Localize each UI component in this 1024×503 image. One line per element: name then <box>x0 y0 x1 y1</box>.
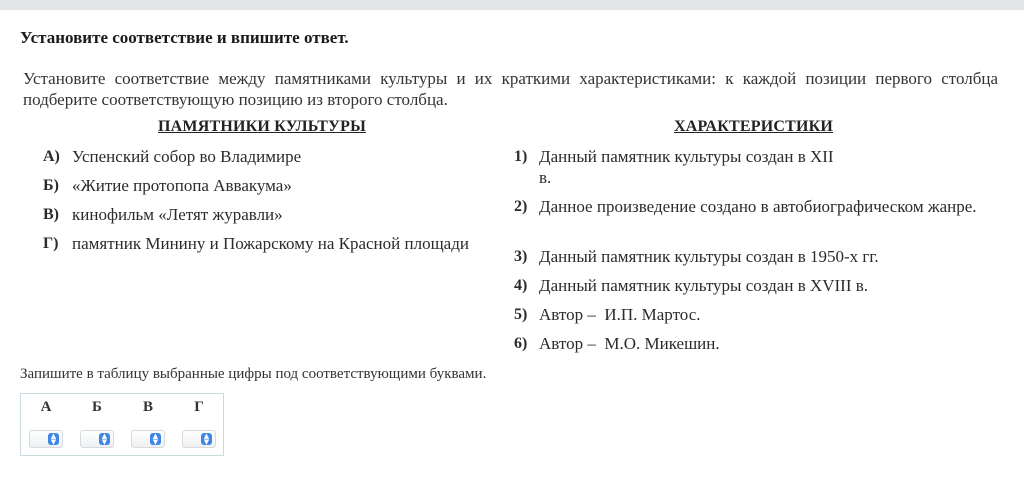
answer-select-a[interactable] <box>29 430 63 448</box>
item-key: А) <box>43 148 60 165</box>
item-key: Б) <box>43 177 59 194</box>
item-key: В) <box>43 206 59 223</box>
item-text: Данный памятник культуры создан в XII в. <box>539 147 834 187</box>
answer-column-header: В <box>142 399 153 415</box>
answer-column-header: А <box>40 399 52 415</box>
answer-table <box>20 393 224 456</box>
item-key: 6) <box>514 335 528 352</box>
item-text: Данный памятник культуры создан в XVIII в. <box>539 276 869 295</box>
task-instruction: Установите соответствие между памятниками культуры и их краткими характеристиками: к каждой позиции первого столбца подберите соответствующую позицию из второго столбца. <box>23 69 998 109</box>
item-text: «Житие протопопа Аввакума» <box>72 176 292 195</box>
answer-note: Запишите в таблицу выбранные цифры под соответствующими буквами. <box>20 366 487 382</box>
item-text: Данный памятник культуры создан в 1950-х гг. <box>539 247 879 266</box>
updown-arrows-icon: ▲ ▼ <box>99 433 110 445</box>
top-bar <box>0 0 1024 10</box>
answer-select-v[interactable] <box>131 430 165 448</box>
left-column-header: ПАМЯТНИКИ КУЛЬТУРЫ <box>158 118 366 135</box>
answer-column-header: Б <box>92 399 102 415</box>
item-text: Данное произведение создано в автобиографическом жанре. <box>539 197 977 216</box>
item-text: памятник Минину и Пожарскому на Красной площади <box>72 234 469 253</box>
answer-select-g[interactable] <box>182 430 216 448</box>
item-key: 1) <box>514 148 528 165</box>
answer-select-b[interactable] <box>80 430 114 448</box>
updown-arrows-icon: ▲ ▼ <box>150 433 161 445</box>
item-text: кинофильм «Летят журавли» <box>72 205 283 224</box>
item-key: Г) <box>43 235 59 252</box>
answer-column-header: Г <box>194 399 204 415</box>
item-key: 4) <box>514 277 528 294</box>
item-text: Автор – М.О. Микешин. <box>539 334 720 353</box>
updown-arrows-icon: ▲ ▼ <box>201 433 212 445</box>
item-key: 2) <box>514 198 528 215</box>
right-column-header: ХАРАКТЕРИСТИКИ <box>674 118 834 135</box>
item-key: 5) <box>514 306 528 323</box>
item-text: Автор – И.П. Мартос. <box>539 305 701 324</box>
item-text: Успенский собор во Владимире <box>72 147 302 166</box>
task-title: Установите соответствие и впишите ответ. <box>20 28 349 47</box>
item-key: 3) <box>514 248 528 265</box>
updown-arrows-icon: ▲ ▼ <box>48 433 59 445</box>
